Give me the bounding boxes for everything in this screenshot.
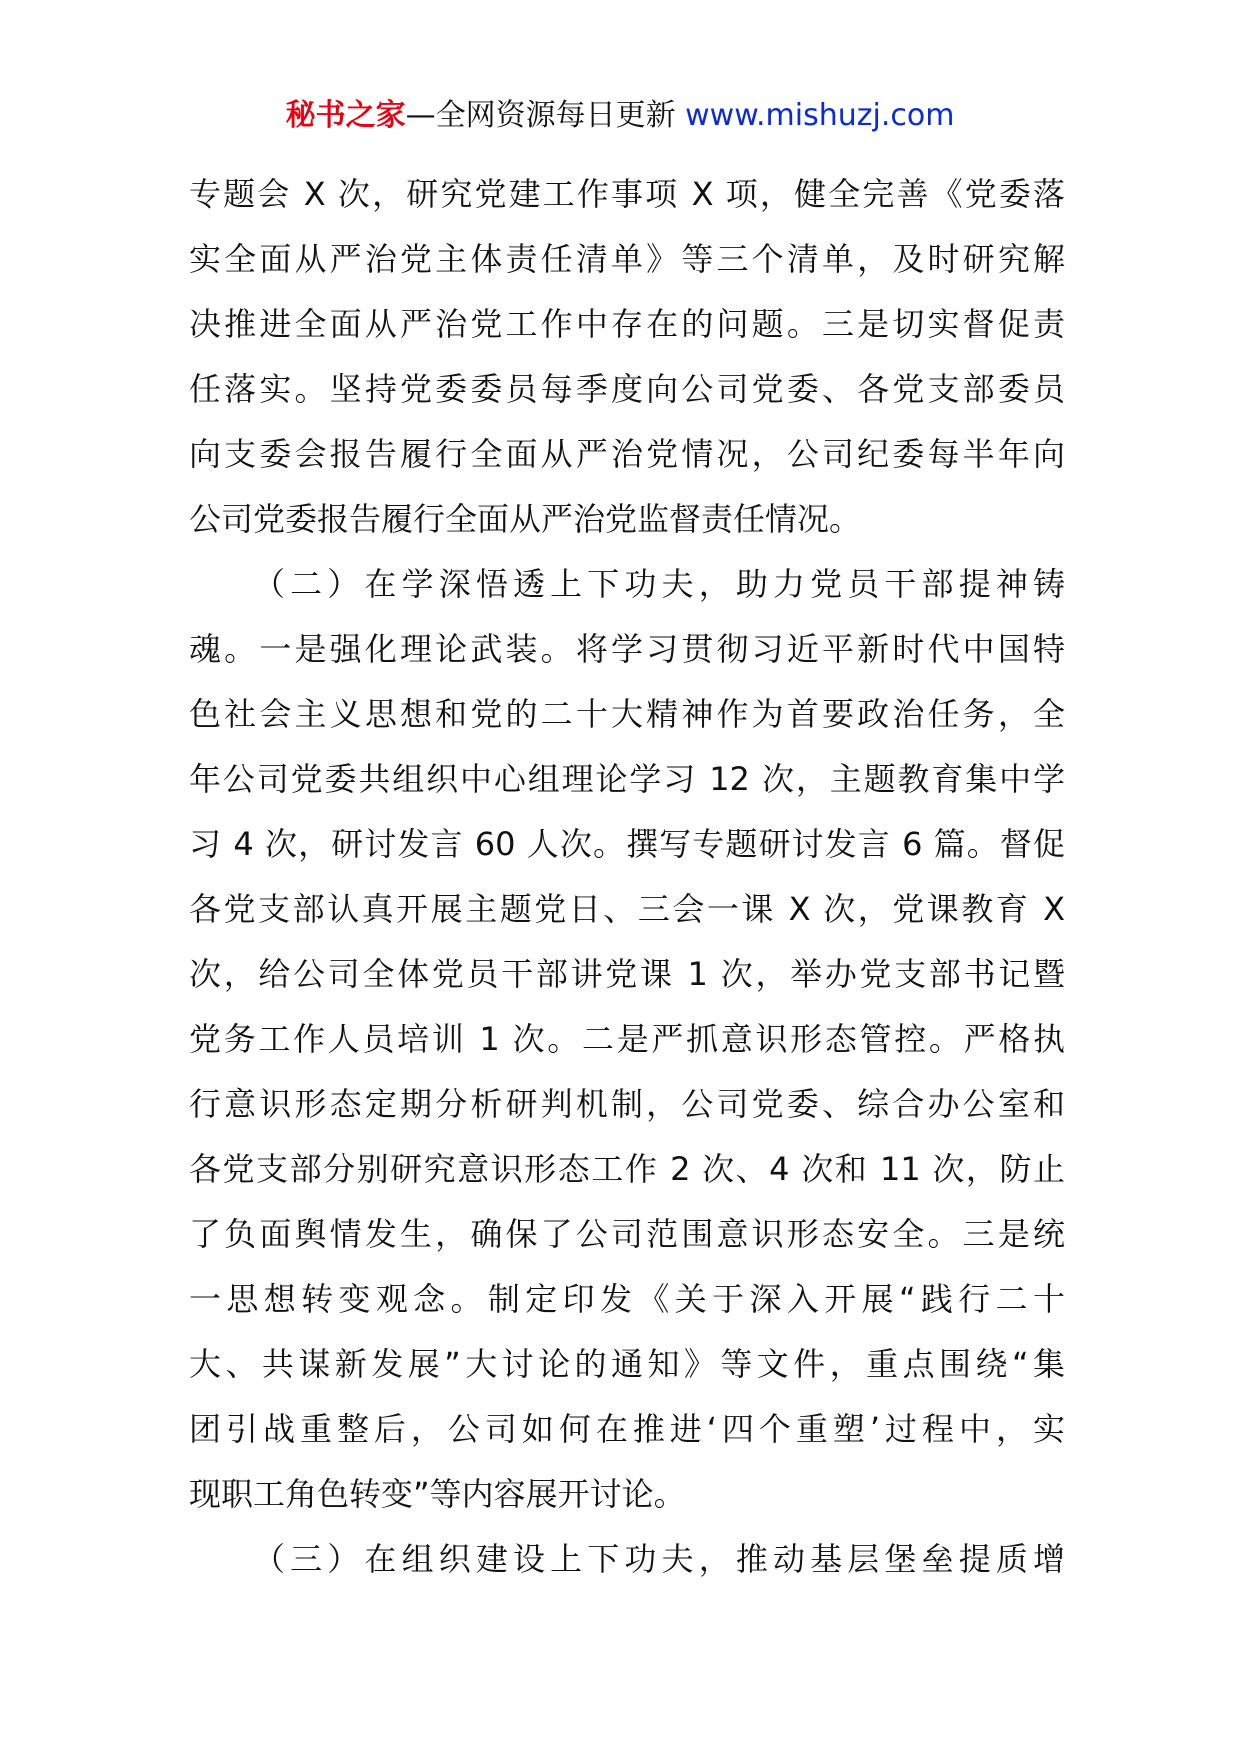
text-line: 色社会主义思想和党的二十大精神作为首要政治任务，全 [189,695,1065,733]
header-tagline: —全网资源每日更新 [405,98,686,133]
text-line: 团引战重整后，公司如何在推进‘四个重塑’过程中，实 [189,1410,1065,1448]
text-line: 党务工作人员培训 1 次。二是严抓意识形态管控。严格执 [189,1020,1065,1058]
brand-name: 秘书之家 [285,98,406,133]
text-line: 各党支部认真开展主题党日、三会一课 X 次，党课教育 X [189,890,1065,928]
text-line: 一思想转变观念。制定印发《关于深入开展“践行二十 [189,1280,1065,1318]
text-line: 年公司党委共组织中心组理论学习 12 次，主题教育集中学 [189,760,1065,798]
text-line: 习 4 次，研讨发言 60 人次。撰写专题研讨发言 6 篇。督促 [189,825,1065,863]
text-line: 专题会 X 次，研究党建工作事项 X 项，健全完善《党委落 [189,175,1065,213]
text-line: 行意识形态定期分析研判机制，公司党委、综合办公室和 [189,1085,1065,1123]
document-body [189,162,1065,1592]
text-line: 大、共谋新发展”大讨论的通知》等文件，重点围绕“集 [189,1345,1065,1383]
text-line: 实全面从严治党主体责任清单》等三个清单，及时研究解 [189,240,1065,278]
text-line: 现职工角色转变”等内容展开讨论。 [189,1475,686,1513]
text-line: 决推进全面从严治党工作中存在的问题。三是切实督促责 [189,305,1065,343]
text-line: 魂。一是强化理论武装。将学习贯彻习近平新时代中国特 [189,630,1065,668]
section-heading-3: （三）在组织建设上下功夫，推动基层堡垒提质增 [253,1540,1065,1578]
section-heading-2: （二）在学深悟透上下功夫，助力党员干部提神铸 [253,565,1065,603]
website-link[interactable]: www.mishuzj.com [685,98,955,133]
text-line: 各党支部分别研究意识形态工作 2 次、4 次和 11 次，防止 [189,1150,1065,1188]
page-header [0,96,1240,136]
text-line: 任落实。坚持党委委员每季度向公司党委、各党支部委员 [189,370,1065,408]
text-line: 了负面舆情发生，确保了公司范围意识形态安全。三是统 [189,1215,1065,1253]
text-line: 公司党委报告履行全面从严治党监督责任情况。 [189,500,862,538]
text-line: 向支委会报告履行全面从严治党情况，公司纪委每半年向 [189,435,1065,473]
text-line: 次，给公司全体党员干部讲党课 1 次，举办党支部书记暨 [189,955,1065,993]
